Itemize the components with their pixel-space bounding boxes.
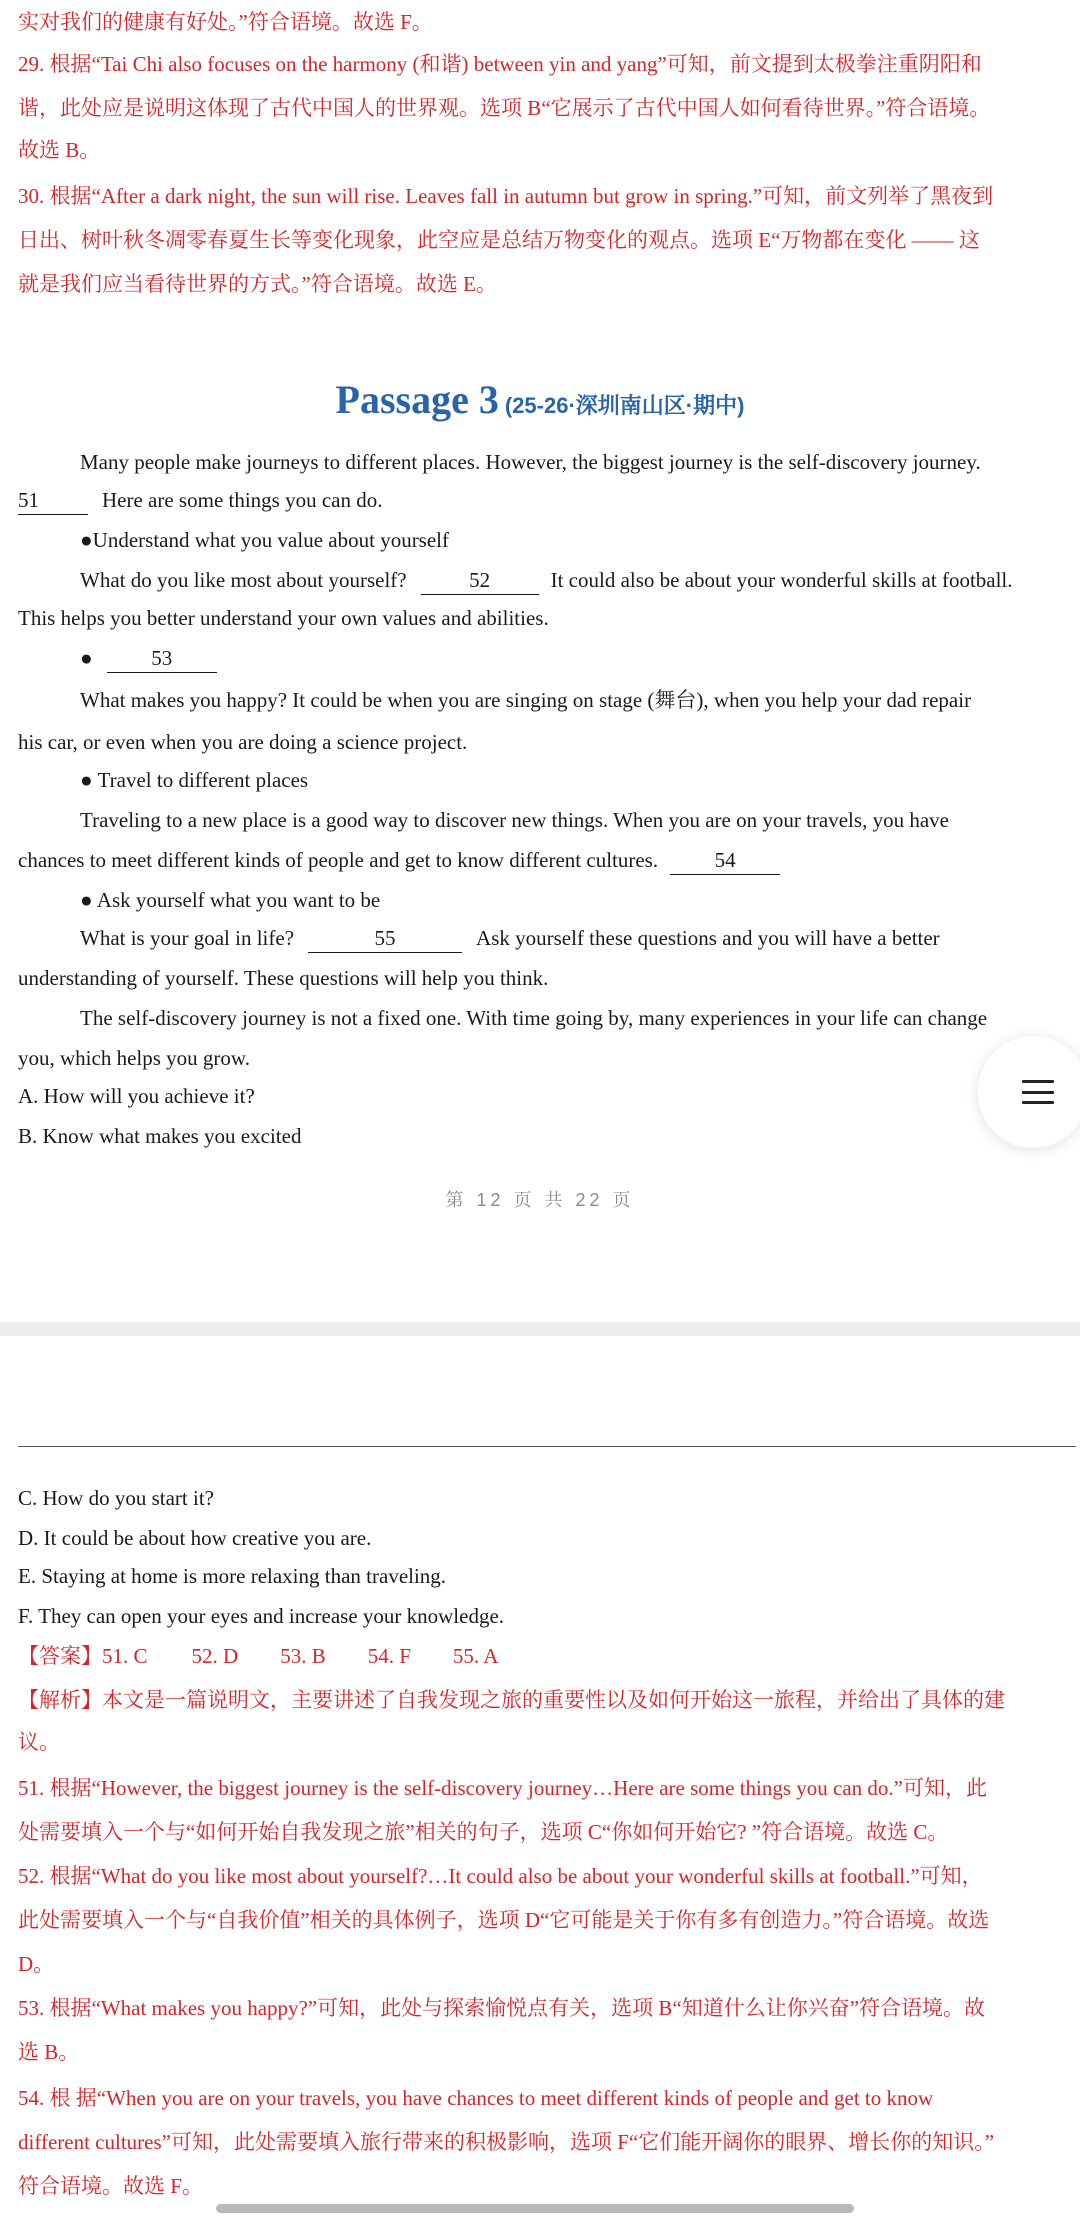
analysis-q52: 52. 根据“What do you like most about yourself?…It could also be about your wonderful skills at football.”可知， (18, 1864, 983, 1888)
passage-source: (25-26·深圳南山区·期中) (504, 393, 745, 418)
answer-key (18, 1636, 1080, 1676)
passage-text: Ask yourself these questions and you will have a better (476, 926, 940, 950)
analysis-q53: 53. 根据“What makes you happy?”可知，此处与探索愉悦点有关，选项 B“知道什么让你兴奋”符合语境。故 (18, 1996, 986, 2020)
bullet-dot: ● (80, 646, 93, 670)
passage-paragraph-2 (80, 560, 1080, 600)
analysis-q53-cont: 选 B。 (18, 2040, 80, 2064)
passage-paragraph-2-cont: This helps you better understand your own values and abilities. (18, 606, 549, 630)
blank-54[interactable]: 54 (670, 846, 780, 875)
analysis-q52-cont: 此处需要填入一个与“自我价值”相关的具体例子，选项 D“它可能是关于你有多有创造力。”符合语境。故选 (18, 1908, 990, 1932)
analysis-q29-cont: 谐，此处应是说明这体现了古代中国人的世界观。选项 B“它展示了古代中国人如何看待世界。”符合语境。 (18, 96, 991, 120)
analysis-q52-cont: D。 (18, 1952, 55, 1976)
bullet-heading-3: ● Travel to different places (80, 768, 309, 792)
analysis-q30: 30. 根据“After a dark night, the sun will rise. Leaves fall in autumn but grow in spring.”可知，前文列举了黑夜到 (18, 184, 994, 208)
answer-item: 51. C (102, 1644, 148, 1668)
passage-text: chances to meet different kinds of people and get to know different cultures. (18, 848, 659, 872)
blank-55[interactable]: 55 (308, 924, 462, 953)
analysis-q30-cont: 日出、树叶秋冬凋零春夏生长等变化现象，此空应是总结万物变化的观点。选项 E“万物都在变化 —— 这 (18, 228, 980, 252)
analysis-summary: 【解析】本文是一篇说明文，主要讲述了自我发现之旅的重要性以及如何开始这一旅程，并给出了具体的建 (18, 1688, 1005, 1712)
option-a: A. How will you achieve it? (18, 1084, 255, 1108)
passage-paragraph-6: The self-discovery journey is not a fixed one. With time going by, many experiences in your life can change (80, 1006, 988, 1030)
answer-item: 54. F (367, 1644, 411, 1668)
option-b: B. Know what makes you excited (18, 1124, 302, 1148)
analysis-q54-cont: different cultures”可知，此处需要填入旅行带来的积极影响，选项 F“它们能开阔你的眼界、增长你的知识。” (18, 2130, 995, 2154)
passage-paragraph-6-cont: you, which helps you grow. (18, 1046, 250, 1070)
page-separator (0, 1322, 1080, 1336)
menu-icon (1022, 1080, 1054, 1104)
analysis-q54: 54. 根 据“When you are on your travels, you have chances to meet different kinds of people and get to know (18, 2086, 934, 2110)
option-f: F. They can open your eyes and increase your knowledge. (18, 1604, 505, 1628)
passage-paragraph-4: Traveling to a new place is a good way to discover new things. When you are on your travels, you have (80, 808, 949, 832)
passage-paragraph-3-cont: his car, or even when you are doing a science project. (18, 730, 468, 754)
bullet-heading-4: ● Ask yourself what you want to be (80, 888, 381, 912)
header-rule (18, 1446, 1076, 1447)
passage-paragraph-1-cont (18, 480, 1080, 520)
passage-paragraph-5 (80, 918, 1080, 958)
answer-item: 53. B (280, 1644, 326, 1668)
answer-item: 52. D (191, 1644, 239, 1668)
option-d: D. It could be about how creative you are. (18, 1526, 372, 1550)
passage-title-main: Passage 3 (335, 377, 499, 422)
passage-text: Here are some things you can do. (102, 488, 383, 512)
analysis-q51: 51. 根据“However, the biggest journey is the self-discovery journey…Here are some things you can do.”可知，此 (18, 1776, 987, 1800)
answer-label: 【答案】 (18, 1644, 102, 1668)
home-indicator[interactable] (216, 2204, 854, 2213)
passage-title (0, 376, 1080, 423)
blank-52[interactable]: 52 (421, 566, 539, 595)
option-c: C. How do you start it? (18, 1486, 214, 1510)
passage-paragraph-1: Many people make journeys to different places. However, the biggest journey is the self-discovery journey. (80, 450, 981, 474)
analysis-q29-cont: 故选 B。 (18, 138, 101, 162)
passage-paragraph-4-cont (18, 840, 1080, 880)
blank-51[interactable]: 51 (18, 486, 88, 515)
bullet-heading-2 (80, 638, 1080, 678)
passage-text: What is your goal in life? (80, 926, 295, 950)
analysis-summary-cont: 议。 (18, 1730, 60, 1754)
analysis-text-line: 实对我们的健康有好处。”符合语境。故选 F。 (18, 10, 433, 34)
passage-text: It could also be about your wonderful skills at football. (550, 568, 1013, 592)
analysis-q30-cont: 就是我们应当看待世界的方式。”符合语境。故选 E。 (18, 272, 497, 296)
blank-53[interactable]: 53 (107, 644, 217, 673)
passage-paragraph-3: What makes you happy? It could be when you are singing on stage (舞台), when you help your dad repair (80, 688, 972, 712)
analysis-q54-cont: 符合语境。故选 F。 (18, 2174, 203, 2198)
passage-text: What do you like most about yourself? (80, 568, 407, 592)
bullet-heading-1: ●Understand what you value about yourself (80, 528, 450, 552)
answer-item: 55. A (452, 1644, 499, 1668)
menu-button[interactable] (978, 1036, 1080, 1148)
passage-paragraph-5-cont: understanding of yourself. These questions will help you think. (18, 966, 549, 990)
analysis-q29: 29. 根据“Tai Chi also focuses on the harmony (和谐) between yin and yang”可知，前文提到太极拳注重阴阳和 (18, 52, 982, 76)
page-number: 第 12 页 共 22 页 (445, 1190, 635, 1210)
analysis-q51-cont: 处需要填入一个与“如何开始自我发现之旅”相关的句子，选项 C“你如何开始它? ”符合语境。故选 C。 (18, 1820, 949, 1844)
option-e: E. Staying at home is more relaxing than traveling. (18, 1564, 447, 1588)
